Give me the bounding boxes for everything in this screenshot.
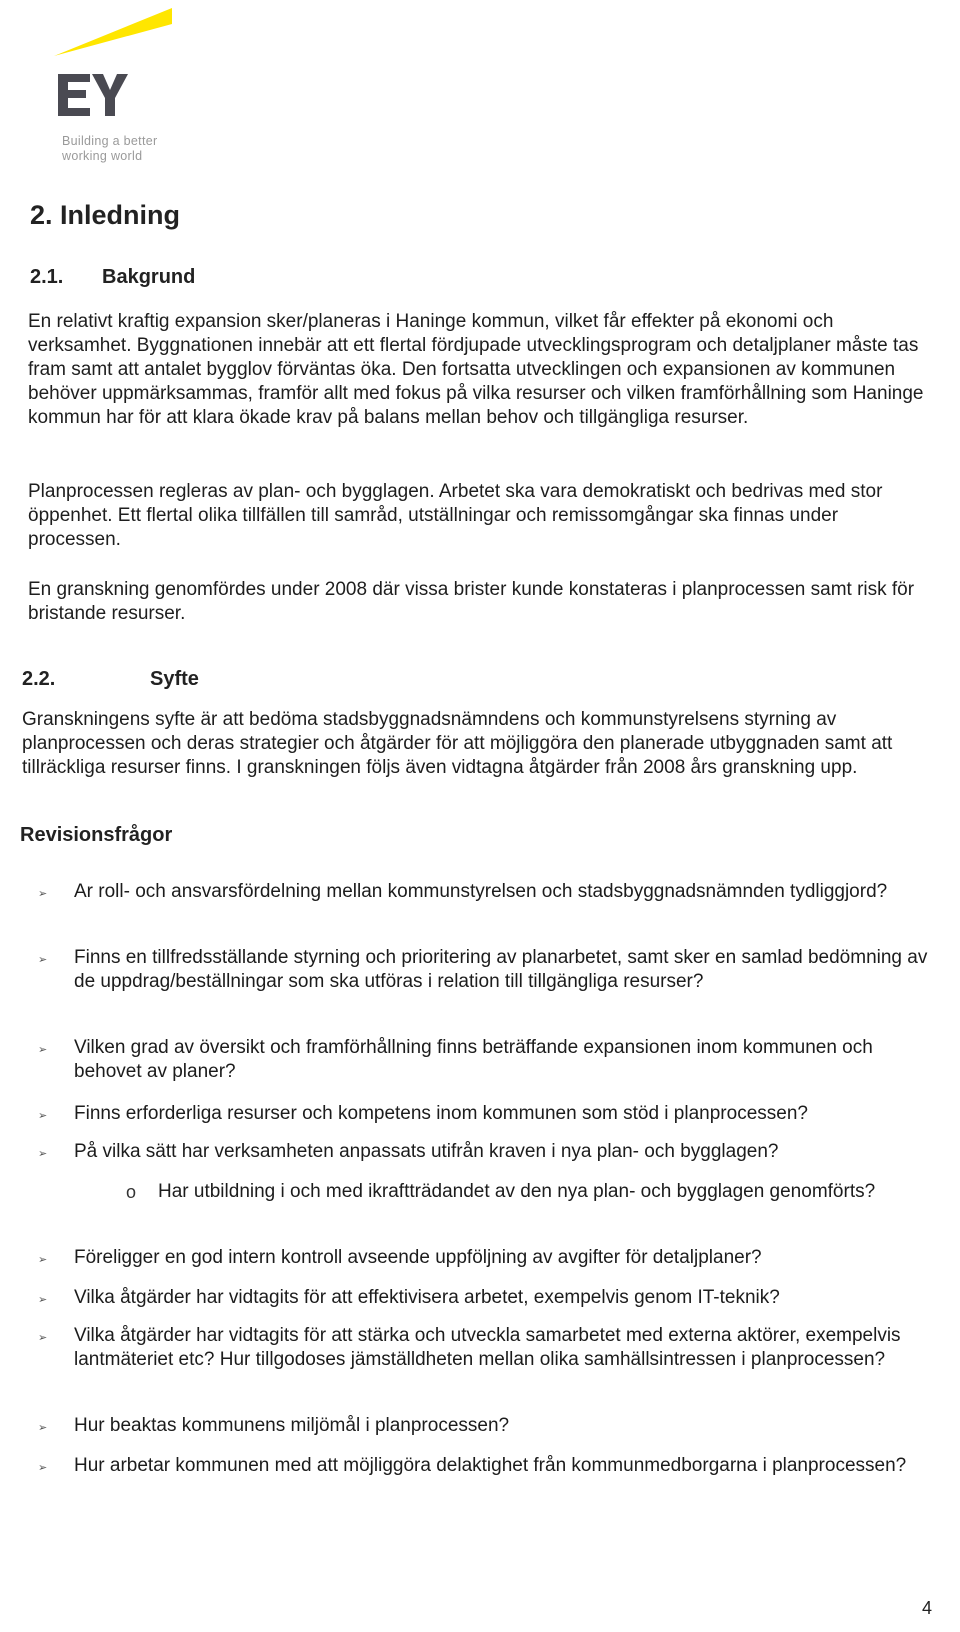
- question-text: Har utbildning i och med ikraftträdandet av den nya plan- och bygglagen genomförts?: [158, 1181, 876, 1202]
- arrow-bullet-icon: ➢: [38, 954, 48, 966]
- arrow-bullet-icon: ➢: [38, 1422, 48, 1434]
- subsection-title: Bakgrund: [102, 266, 196, 288]
- arrow-bullet-icon: ➢: [38, 1254, 48, 1266]
- question-text: Finns erforderliga resurser och kompetens inom kommunen som stöd i planprocessen?: [74, 1103, 808, 1124]
- arrow-bullet-icon: ➢: [38, 1110, 48, 1122]
- subsection-title: Syfte: [150, 668, 199, 690]
- question-text: Vilka åtgärder har vidtagits för att effektivisera arbetet, exempelvis genom IT-teknik?: [74, 1287, 780, 1308]
- question-text: Finns en tillfredsställande styrning och prioritering av planarbetet, samt sker en samlad bedömning av de uppdrag/beställningar som ska utföras i relation till tillgängliga resurser?: [74, 947, 928, 992]
- arrow-bullet-icon: ➢: [38, 1044, 48, 1056]
- question-text: Ar roll- och ansvarsfördelning mellan kommunstyrelsen och stadsbyggnadsnämnden tydliggjord?: [74, 881, 888, 902]
- question-text: Vilka åtgärder har vidtagits för att stärka och utveckla samarbetet med externa aktörer, exempelvis lantmäteriet etc? Hur tillgodoses jämställdheten mellan olika samhällsintressen i planprocessen?: [74, 1325, 901, 1370]
- paragraph-bakgrund-3: En granskning genomfördes under 2008 där vissa brister kunde konstateras i planprocessen samt risk för bristande resurser.: [28, 579, 915, 624]
- paragraph-bakgrund-1: En relativt kraftig expansion sker/planeras i Haninge kommun, vilket får effekter på ekonomi och verksamhet. Byggnationen innebär att ett flertal fördjupade utvecklingsprogram och detaljplaner måste tas fram samt att antalet bygglov förväntas öka. Den fortsatta utvecklingen och expansionen av kommunen behöver uppmärksammas, framför allt med fokus på vilka resurser och vilken framförhållning som Haninge kommun har för att klara ökade krav på balans mellan behov och tillgängliga resurser.: [28, 311, 924, 428]
- logo-tagline-line1: Building a better: [62, 134, 158, 148]
- section-title: 2. Inledning: [30, 200, 181, 230]
- arrow-bullet-icon: ➢: [38, 1294, 48, 1306]
- question-text: På vilka sätt har verksamheten anpassats utifrån kraven i nya plan- och bygglagen?: [74, 1141, 779, 1162]
- subsection-heading-bakgrund: [30, 266, 195, 289]
- arrow-bullet-icon: ➢: [38, 888, 48, 900]
- arrow-bullet-icon: ➢: [38, 1332, 48, 1344]
- subsection-number: 2.2.: [22, 668, 56, 690]
- page-number: 4: [922, 1598, 933, 1618]
- ey-logo: [32, 4, 212, 164]
- question-text: Hur beaktas kommunens miljömål i planprocessen?: [74, 1415, 510, 1436]
- ey-logo-mark: [32, 4, 212, 134]
- question-text: Hur arbetar kommunen med att möjliggöra delaktighet från kommunmedborgarna i planprocessen?: [74, 1455, 907, 1476]
- logo-tagline: [62, 134, 157, 164]
- arrow-bullet-icon: ➢: [38, 1462, 48, 1474]
- paragraph-syfte: Granskningens syfte är att bedöma stadsbyggnadsnämndens och kommunstyrelsens styrning av planprocessen och deras strategier och åtgärder för att möjliggöra den planerade utbyggnaden samt att tillräckliga resurser finns. I granskningen följs även vidtagna åtgärder från 2008 års granskning upp.: [22, 709, 893, 778]
- paragraph-bakgrund-2: Planprocessen regleras av plan- och bygglagen. Arbetet ska vara demokratiskt och bedrivas med stor öppenhet. Ett flertal olika tillfällen till samråd, utställningar och remissomgångar ska finnas under processen.: [28, 481, 883, 550]
- arrow-bullet-icon: ➢: [38, 1148, 48, 1160]
- subsection-number: 2.1.: [30, 266, 64, 288]
- subsection-heading-syfte: [22, 668, 199, 691]
- circle-bullet-icon: o: [126, 1182, 137, 1202]
- logo-tagline-line2: working world: [62, 149, 143, 163]
- question-text: Föreligger en god intern kontroll avseende uppföljning av avgifter för detaljplaner?: [74, 1247, 762, 1268]
- revision-questions-heading: Revisionsfrågor: [20, 824, 173, 846]
- question-text: Vilken grad av översikt och framförhållning finns beträffande expansionen inom kommunen och behovet av planer?: [74, 1037, 873, 1082]
